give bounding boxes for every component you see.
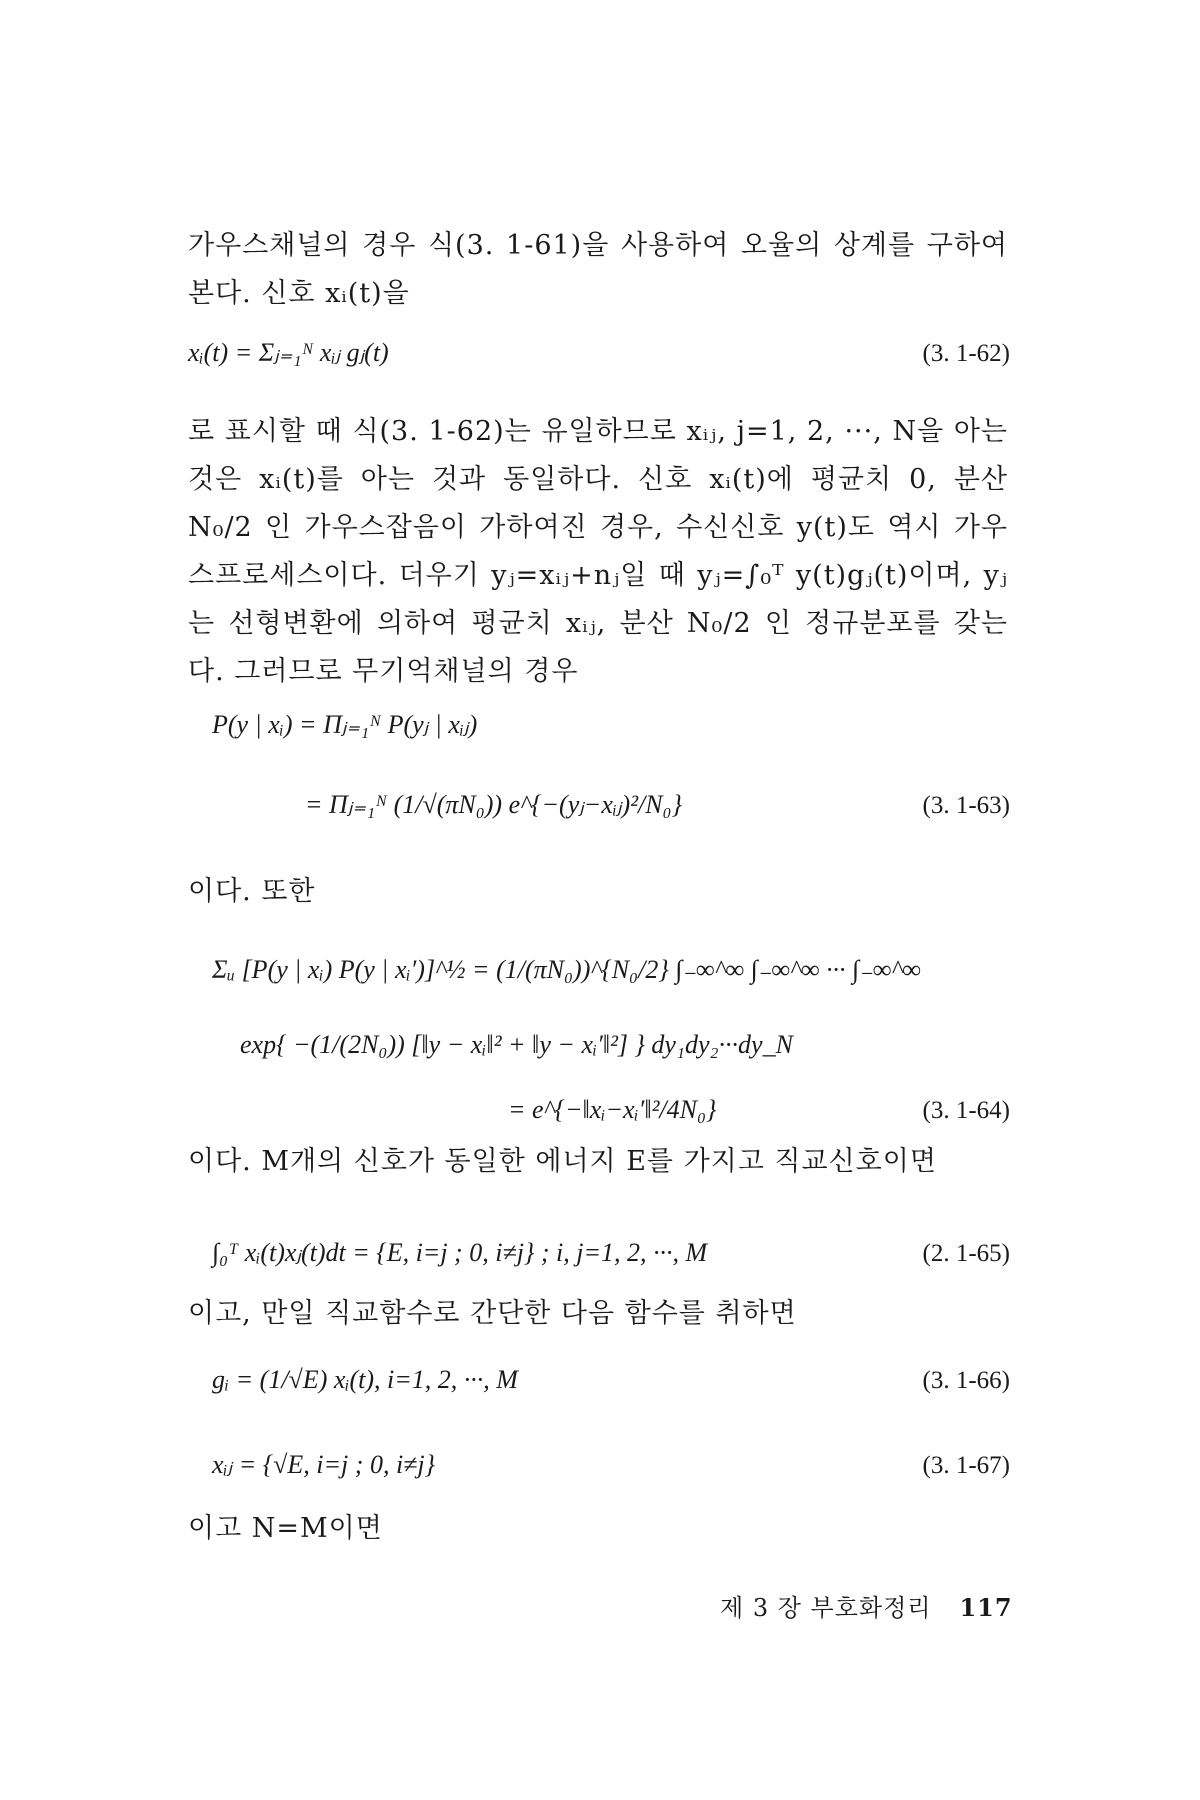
paragraph-6-text: 이고 N=M이면 xyxy=(188,1513,383,1544)
equation-3-1-63b: = Πⱼ₌₁ᴺ (1/√(πN₀)) e^{−(yⱼ−xᵢⱼ)²/N₀} xyxy=(305,790,682,819)
equation-number-3-1-64: (3. 1-64) xyxy=(922,1097,1010,1124)
chapter-title: 제 3 장 부호화정리 xyxy=(720,1594,932,1622)
paragraph-1-text: 가우스채널의 경우 식(3. 1-61)을 사용하여 오율의 상계를 구하여 본다. 신호 xᵢ(t)을 xyxy=(188,230,1008,309)
paragraph-5 xyxy=(188,1290,1008,1338)
paragraph-2 xyxy=(188,408,1008,696)
equation-number-3-1-62: (3. 1-62) xyxy=(922,340,1010,367)
paragraph-2-text: 로 표시할 때 식(3. 1-62)는 유일하므로 xᵢⱼ, j=1, 2, ···, N을 아는 것은 xᵢ(t)를 아는 것과 동일하다. 신호 xᵢ(t)에 평균치 0, 분산 N₀/2 인 가우스잡음이 가하여진 경우, 수신신호 y(t)도 역시 가우스프로세스이다. 더우기 yⱼ=xᵢⱼ+nⱼ일 때 yⱼ=∫₀ᵀ y(t)gⱼ(t)이며, yⱼ는 선형변환에 의하여 평균치 xᵢⱼ, 분산 N₀/2 인 정규분포를 갖는다. 그러므로 무기억채널의 경우 xyxy=(188,416,1008,687)
equation-number-2-1-65: (2. 1-65) xyxy=(922,1240,1010,1267)
paragraph-6 xyxy=(188,1505,1008,1553)
paragraph-4 xyxy=(188,1138,1008,1186)
equation-number-3-1-66: (3. 1-66) xyxy=(922,1367,1010,1394)
page-footer xyxy=(720,1588,1013,1623)
equation-number-3-1-63: (3. 1-63) xyxy=(922,792,1010,819)
page-number: 117 xyxy=(959,1593,1013,1622)
equation-3-1-66: gᵢ = (1/√E) xᵢ(t), i=1, 2, ···, M xyxy=(212,1365,518,1394)
paragraph-4-text: 이다. M개의 신호가 동일한 에너지 E를 가지고 직교신호이면 xyxy=(188,1146,937,1177)
paragraph-3 xyxy=(188,868,1008,916)
equation-3-1-62: xᵢ(t) = Σⱼ₌₁ᴺ xᵢⱼ gⱼ(t) xyxy=(188,338,389,367)
equation-number-3-1-67: (3. 1-67) xyxy=(922,1452,1010,1479)
equation-3-1-64c: = e^{−‖xᵢ−xᵢ′‖²/4N₀} xyxy=(508,1095,717,1124)
equation-2-1-65: ∫₀ᵀ xᵢ(t)xⱼ(t)dt = {E, i=j ; 0, i≠j} ; i, j=1, 2, ···, M xyxy=(212,1238,708,1267)
paragraph-5-text: 이고, 만일 직교함수로 간단한 다음 함수를 취하면 xyxy=(188,1298,797,1329)
equation-3-1-63a: P(y | xᵢ) = Πⱼ₌₁ᴺ P(yⱼ | xᵢⱼ) xyxy=(212,710,478,739)
equation-3-1-67: xᵢⱼ = {√E, i=j ; 0, i≠j} xyxy=(212,1450,436,1479)
equation-3-1-64b: exp{ −(1/(2N₀)) [‖y − xᵢ‖² + ‖y − xᵢ′‖²] } dy₁dy₂···dy_N xyxy=(240,1030,793,1059)
paragraph-3-text: 이다. 또한 xyxy=(188,876,316,907)
paragraph-1 xyxy=(188,222,1008,318)
equation-3-1-64a: Σᵤ [P(y | xᵢ) P(y | xᵢ′)]^½ = (1/(πN₀))^{N₀/2} ∫₋∞^∞ ∫₋∞^∞ ··· ∫₋∞^∞ xyxy=(212,955,921,984)
